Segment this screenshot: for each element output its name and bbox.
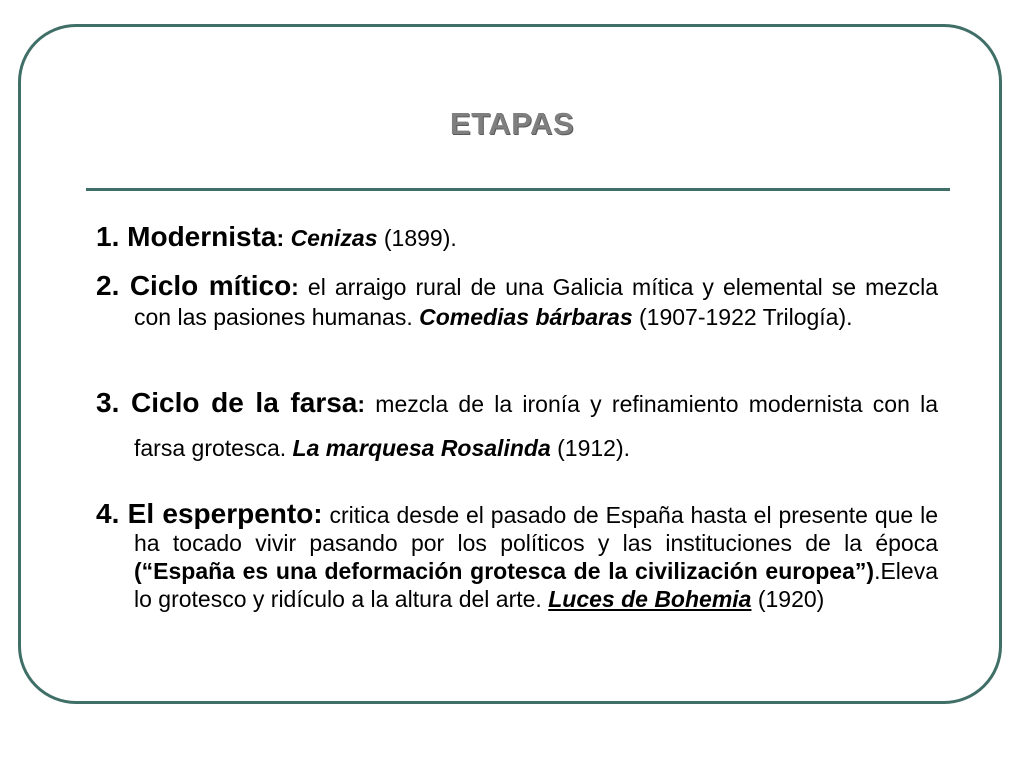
stage-description: critica desde el pasado de España hasta el presente que le ha tocado vivir pasando por los políticos y las instituciones de la época bbox=[134, 502, 938, 556]
work-year: (1899). bbox=[383, 225, 457, 251]
stage-label: 2. Ciclo mítico bbox=[96, 270, 292, 301]
work-year: (1907-1922 Trilogía). bbox=[639, 304, 853, 330]
stage-item-esperpento bbox=[96, 500, 938, 613]
work-year: (1912). bbox=[557, 435, 630, 461]
stage-description-continued: .Eleva lo grotesco y ridículo a la altura del arte. bbox=[134, 558, 938, 612]
work-title: La marquesa Rosalinda bbox=[292, 435, 551, 461]
stage-item-ciclo-farsa bbox=[96, 381, 938, 470]
work-title: Luces de Bohemia bbox=[548, 586, 752, 612]
stage-description: mezcla de la ironía y refinamiento modernista con la farsa grotesca. bbox=[134, 391, 939, 461]
stage-separator: : bbox=[291, 274, 299, 300]
title-divider bbox=[86, 188, 950, 191]
stage-separator: : bbox=[276, 225, 285, 251]
work-title: Comedias bárbaras bbox=[419, 304, 633, 330]
stage-label: 1. Modernista bbox=[96, 221, 277, 252]
stage-description: el arraigo rural de una Galicia mítica y elemental se mezcla con las pasiones humanas. bbox=[134, 274, 938, 330]
stage-label: 3. Ciclo de la farsa bbox=[96, 387, 358, 418]
stage-quote: (“España es una deformación grotesca de la civilización europea”) bbox=[134, 558, 875, 584]
stage-label: 4. El esperpento bbox=[96, 498, 314, 529]
stage-separator: : bbox=[357, 391, 366, 417]
slide-title: ETAPAS bbox=[449, 106, 575, 141]
work-title: Cenizas bbox=[290, 225, 378, 251]
stage-item-modernista bbox=[96, 222, 938, 253]
stage-separator: : bbox=[313, 498, 323, 529]
work-year: (1920) bbox=[757, 586, 825, 612]
stage-item-ciclo-mitico bbox=[96, 271, 938, 332]
